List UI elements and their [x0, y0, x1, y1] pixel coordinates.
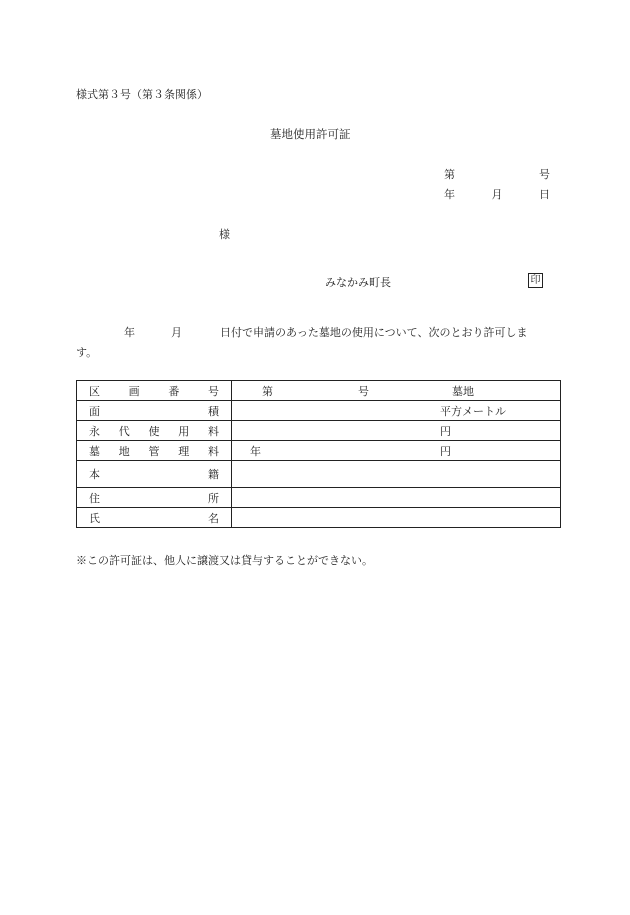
value-text: 墓地 — [452, 384, 474, 398]
body-text: 日付で申請のあった墓地の使用について、次のとおり許可しま — [220, 326, 528, 339]
label-char: 料 — [208, 444, 219, 458]
row-label — [77, 461, 232, 488]
value-text: 円 — [440, 424, 451, 438]
label-char: 番 — [168, 384, 180, 398]
row-label-text — [89, 490, 219, 506]
number-suffix: 号 — [539, 168, 550, 181]
date-day: 日 — [539, 188, 550, 201]
label-char: 理 — [178, 444, 190, 458]
number-prefix: 第 — [444, 168, 455, 181]
table-row — [77, 488, 561, 508]
row-label — [77, 508, 232, 528]
body-text-line-2: す。 — [76, 346, 98, 359]
label-char: 号 — [207, 384, 219, 398]
table-row — [77, 461, 561, 488]
row-label — [77, 401, 232, 421]
row-label-text — [89, 466, 219, 482]
label-char: 管 — [148, 444, 160, 458]
label-char: 画 — [128, 384, 140, 398]
issue-date-line — [444, 186, 550, 202]
row-value — [232, 488, 561, 508]
value-text: 号 — [358, 384, 369, 398]
label-char: 墓 — [89, 444, 100, 458]
label-char: 区 — [89, 384, 100, 398]
body-year: 年 — [124, 326, 135, 339]
seal-mark: 印 — [528, 273, 543, 288]
row-label — [77, 421, 232, 441]
date-month: 月 — [491, 188, 503, 201]
row-label-text — [89, 510, 219, 526]
row-value — [232, 508, 561, 528]
label-char: 使 — [148, 424, 160, 438]
row-label-text — [89, 423, 219, 439]
label-char: 地 — [118, 444, 130, 458]
label-char: 住 — [89, 491, 100, 505]
row-value — [232, 441, 561, 461]
table-row — [77, 441, 561, 461]
label-char: 本 — [89, 468, 100, 481]
label-char: 料 — [208, 424, 219, 438]
label-char: 用 — [178, 424, 190, 438]
footnote: ※この許可証は、他人に譲渡又は貸与することができない。 — [76, 554, 373, 567]
label-char: 氏 — [89, 511, 100, 525]
row-label — [77, 488, 232, 508]
row-value — [232, 461, 561, 488]
row-label — [77, 441, 232, 461]
row-label-text — [89, 383, 219, 399]
table-row — [77, 401, 561, 421]
page-title: 墓地使用許可証 — [270, 127, 351, 141]
addressee-honorific: 様 — [219, 228, 230, 241]
table-row — [77, 381, 561, 401]
label-char: 代 — [118, 424, 130, 438]
label-char: 名 — [208, 511, 219, 525]
row-value — [232, 421, 561, 441]
permit-details-table — [76, 380, 561, 528]
form-label: 様式第３号（第３条関係） — [76, 88, 208, 101]
label-char: 所 — [208, 491, 219, 505]
value-text: 円 — [440, 444, 451, 458]
label-char: 籍 — [208, 468, 219, 481]
issuer-name: みなかみ町長 — [325, 276, 391, 289]
table-row — [77, 421, 561, 441]
label-char: 積 — [208, 404, 219, 418]
table-row — [77, 508, 561, 528]
label-char: 面 — [89, 404, 100, 418]
permit-number-line — [444, 166, 550, 182]
row-label — [77, 381, 232, 401]
row-value — [232, 401, 561, 421]
value-text: 年 — [250, 444, 261, 458]
body-month: 月 — [171, 326, 182, 339]
value-text: 平方メートル — [440, 404, 506, 418]
label-char: 永 — [89, 424, 100, 438]
date-year: 年 — [444, 188, 455, 201]
row-label-text — [89, 443, 219, 459]
row-value — [232, 381, 561, 401]
value-text: 第 — [262, 384, 273, 398]
row-label-text — [89, 403, 219, 419]
